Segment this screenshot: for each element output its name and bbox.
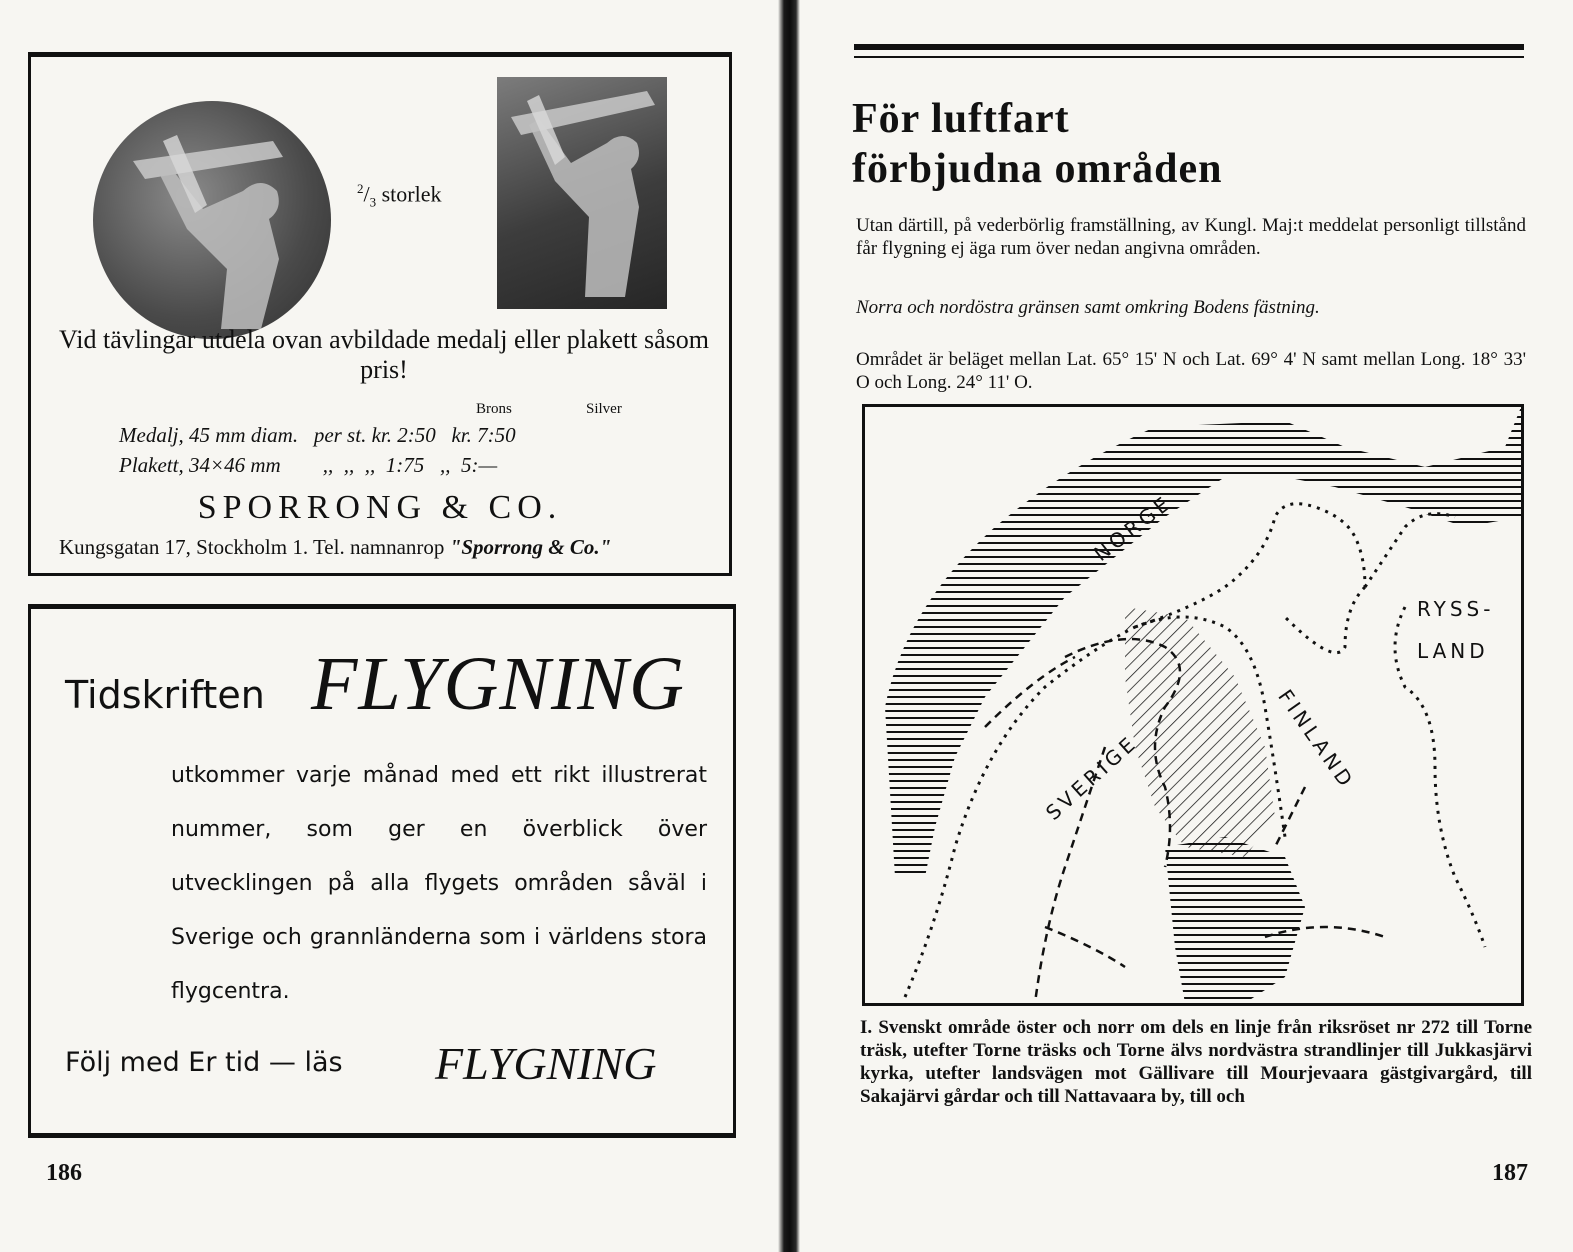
price-row-plaque: Plakett, 34×46 mm ,, ,, ,, 1:75 ,, 5:— — [119, 453, 498, 477]
header-rule-thick — [854, 44, 1524, 50]
medal-advertisement — [28, 52, 732, 576]
map-drawing — [865, 407, 1521, 1003]
map-label-ryss: RYSS- — [1417, 597, 1495, 621]
page-number-left: 186 — [46, 1160, 82, 1186]
article-headline: För luftfart förbjudna områden — [852, 96, 1223, 192]
map-label-norge: NORGE — [1089, 489, 1177, 566]
size-label: $^2/_3$ storlek — [357, 181, 442, 210]
price-column-silver: Silver — [586, 401, 622, 417]
medal-photo — [93, 101, 331, 339]
magazine-title: FLYGNING — [311, 642, 685, 726]
map-label-land: LAND — [1417, 639, 1489, 663]
area-coordinates: Området är beläget mellan Lat. 65° 15' N och Lat. 69° 4' N samt mellan Long. 18° 33' O och Long. 24° 11' O. — [856, 349, 1526, 393]
company-name: SPORRONG & CO. — [197, 489, 563, 526]
magazine-slogan-title: FLYGNING — [435, 1038, 657, 1089]
book-spine — [778, 0, 800, 1252]
map-caption: I. Svenskt område öster och norr om dels en linje från riksröset nr 272 till Torne träsk, utefter Torne träsks och Torne älvs nordvästra strandlinjer till Jukkasjärvi kyrka, utefter landsvägen mot Gällivare till Mourjevaara gästgivargård, till Sakajärvi gårdar och till Nattavaara by, till och — [860, 1017, 1532, 1107]
section-title: Norra och nordöstra gränsen samt omkring Bodens fästning. — [856, 297, 1320, 318]
magazine-slogan: Följ med Er tid — läs — [65, 1047, 343, 1078]
article-intro: Utan därtill, på vederbörlig framställning, av Kungl. Maj:t meddelat personligt tillstånd får flygning ej äga rum över nedan angivna områden. — [856, 215, 1526, 259]
map-label-finland: FINLAND — [1273, 685, 1360, 794]
map-label-sverige: SVERIGE — [1041, 730, 1143, 825]
magazine-advertisement — [28, 604, 736, 1138]
header-rule-thin — [854, 56, 1524, 58]
page-number-right: 187 — [1492, 1160, 1528, 1186]
restricted-area-map — [862, 404, 1524, 1006]
plaque-photo — [497, 77, 667, 309]
magazine-intro: Tidskriften — [65, 673, 265, 717]
company-address: Kungsgatan 17, Stockholm 1. Tel. namnanrop "Sporrong & Co." — [59, 535, 612, 559]
price-column-brons: Brons — [476, 401, 512, 417]
medal-ad-text: Vid tävlingar utdela ovan avbildade medalj eller plakett såsom pris! — [59, 325, 709, 384]
magazine-description: utkommer varje månad med ett rikt illustrerat nummer, som ger en överblick över utvecklingen på alla flygets områden såväl i Sverige och grannländerna som i världens stora flygcentra. — [171, 763, 707, 1004]
price-row-medal: Medalj, 45 mm diam. per st. kr. 2:50 kr. 7:50 — [119, 423, 516, 447]
